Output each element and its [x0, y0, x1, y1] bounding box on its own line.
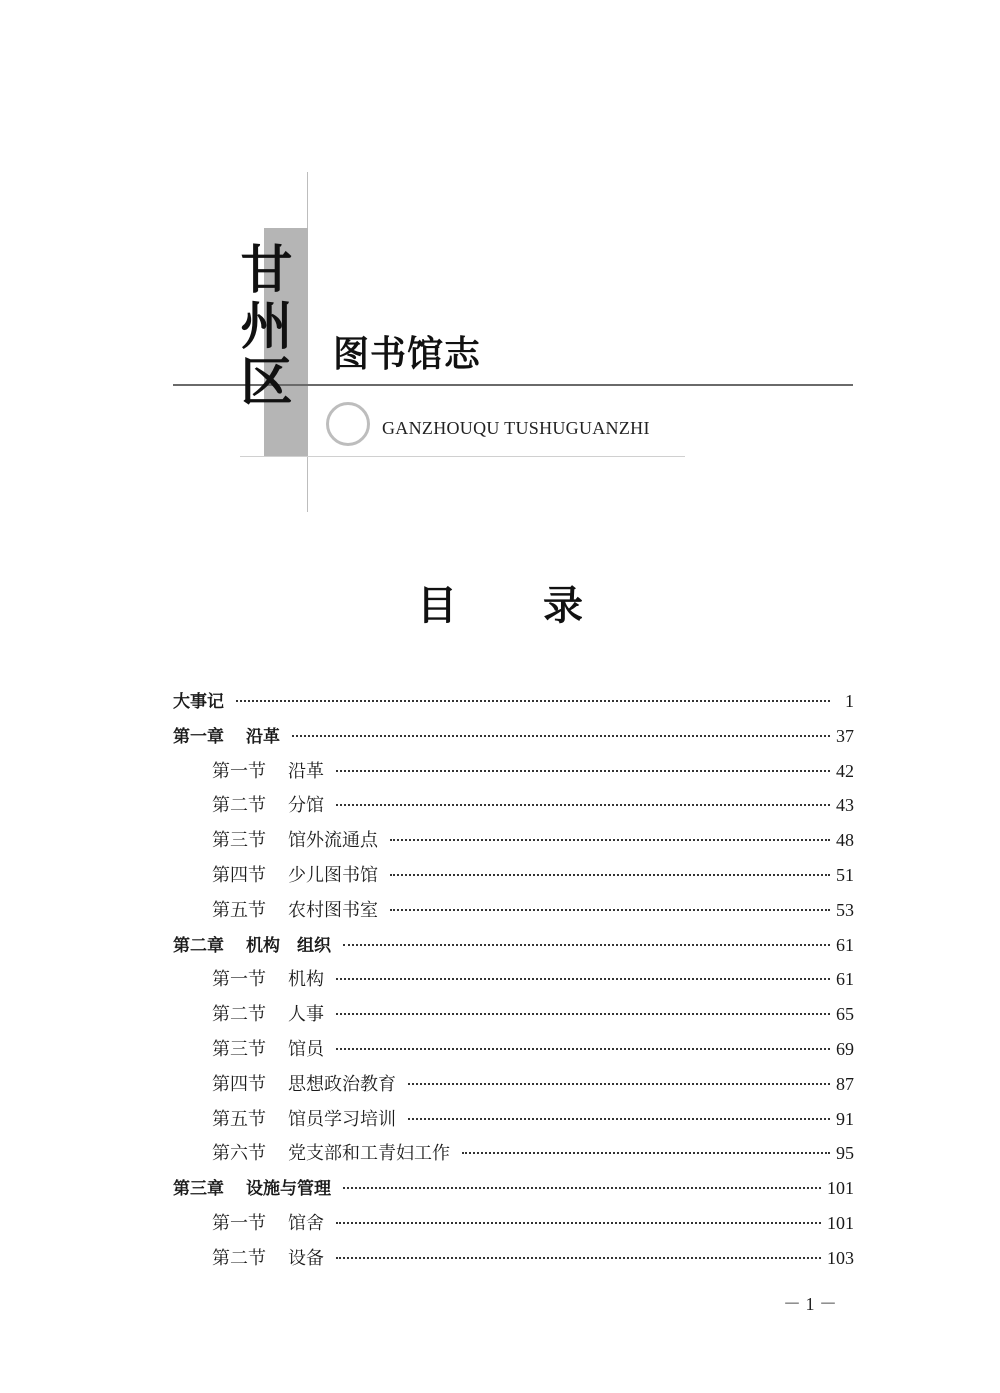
toc-page-number: 37	[836, 725, 854, 746]
toc-leader-dots	[336, 1047, 830, 1050]
toc-entry-number: 第二章	[173, 935, 224, 956]
toc-leader-dots	[336, 1256, 821, 1259]
toc-section-row[interactable]	[173, 1070, 854, 1105]
toc-section-row[interactable]	[173, 1000, 854, 1035]
circle-ornament	[326, 402, 370, 446]
toc-leader-dots	[236, 699, 830, 702]
toc-entry-title: 少儿图书馆	[288, 864, 378, 886]
toc-section-row[interactable]	[173, 1209, 854, 1244]
pinyin-title: GANZHOUQU TUSHUGUANZHI	[382, 418, 650, 438]
toc-entry-label	[173, 931, 331, 956]
vertical-title: 甘州区	[231, 242, 291, 410]
toc-entry-number: 第四节	[212, 864, 266, 886]
toc-entry-label	[212, 1000, 324, 1026]
toc-page-number: 69	[836, 1038, 854, 1059]
toc-leader-dots	[336, 769, 830, 772]
toc-entry-title: 分馆	[288, 795, 324, 817]
toc-entry-title: 思想政治教育	[288, 1073, 396, 1095]
toc-heading: 目 录	[417, 582, 619, 629]
toc-entry-label	[212, 1070, 396, 1096]
toc-entry-label	[212, 826, 378, 852]
toc-page-number: 42	[836, 760, 854, 781]
toc-leader-dots	[408, 1117, 830, 1120]
toc-entry-title: 设施与管理	[246, 1179, 331, 1200]
toc-entry-number: 第五节	[212, 899, 266, 921]
toc-section-row[interactable]	[173, 896, 854, 931]
toc-entry-number: 第三节	[212, 830, 266, 852]
toc-entry-label	[212, 757, 324, 783]
toc-page-number: 101	[827, 1178, 854, 1199]
toc-page-number: 61	[836, 934, 854, 955]
toc-section-row[interactable]	[173, 1139, 854, 1174]
toc-page-number: 87	[836, 1073, 854, 1094]
toc-leader-dots	[336, 977, 830, 980]
toc-entry-title: 馆舍	[288, 1212, 324, 1234]
toc-entry-label	[212, 791, 324, 817]
toc-entry-title: 大事记	[173, 692, 224, 712]
toc-entry-label	[212, 1139, 450, 1165]
toc-entry-number: 第三节	[212, 1038, 266, 1060]
toc-leader-dots	[336, 1012, 830, 1015]
page-number: － 1 －	[783, 1294, 837, 1314]
toc-chapter-row[interactable]	[173, 931, 854, 966]
book-title: 图书馆志	[333, 334, 482, 375]
toc-leader-dots	[390, 908, 830, 911]
toc-entry-title: 机构	[288, 969, 324, 991]
toc-page-number: 65	[836, 1004, 854, 1025]
toc-entry-number: 第一节	[212, 969, 266, 991]
toc-page-number: 61	[836, 969, 854, 990]
toc-section-row[interactable]	[173, 861, 854, 896]
toc-entry-number: 第四节	[212, 1073, 266, 1095]
toc-page-number: 43	[836, 795, 854, 816]
toc-entry-title: 沿革	[246, 726, 280, 747]
toc-chapter-row[interactable]	[173, 722, 854, 757]
toc-leader-dots	[336, 803, 830, 806]
toc-entry-title: 农村图书室	[288, 899, 378, 921]
toc-page-number: 101	[827, 1212, 854, 1233]
toc-section-row[interactable]	[173, 965, 854, 1000]
toc-section-row[interactable]	[173, 1035, 854, 1070]
toc-entry-title: 机构 组织	[246, 935, 331, 956]
toc-entry-title: 馆员学习培训	[288, 1108, 396, 1130]
toc-entry-number: 第三章	[173, 1179, 224, 1200]
toc-page-number: 91	[836, 1108, 854, 1129]
toc-entry-label	[173, 1174, 331, 1199]
toc-entry-label	[212, 965, 324, 991]
toc-entry-label	[212, 896, 378, 922]
toc-page-number: 51	[836, 864, 854, 885]
toc-leader-dots	[292, 734, 830, 737]
toc-entry-label	[212, 1105, 396, 1131]
toc-leader-dots	[462, 1151, 830, 1154]
toc-entry-title: 人事	[288, 1004, 324, 1026]
toc-leader-dots	[408, 1082, 830, 1085]
toc-list	[173, 687, 854, 1279]
toc-entry-label	[173, 722, 280, 747]
toc-entry-number: 第一章	[173, 726, 224, 747]
toc-page-number: 1	[845, 691, 854, 711]
toc-section-row[interactable]	[173, 1244, 854, 1279]
toc-section-row[interactable]	[173, 1105, 854, 1140]
toc-entry-number: 第五节	[212, 1108, 266, 1130]
toc-entry-label	[173, 687, 224, 712]
toc-page-number: 95	[836, 1143, 854, 1164]
toc-entry-title: 馆员	[288, 1038, 324, 1060]
toc-leader-dots	[343, 943, 830, 946]
toc-entry-label	[212, 1209, 324, 1235]
toc-section-row[interactable]	[173, 791, 854, 826]
toc-entry-number: 第六节	[212, 1143, 266, 1165]
toc-entry-title: 馆外流通点	[288, 830, 378, 852]
toc-leader-dots	[336, 1221, 821, 1224]
toc-entry-number: 第二节	[212, 795, 266, 817]
toc-entry-number: 第二节	[212, 1247, 266, 1269]
toc-section-row[interactable]	[173, 826, 854, 861]
toc-chapter-row[interactable]	[173, 1174, 854, 1209]
toc-entry-label	[212, 861, 378, 887]
toc-entry-number: 第一节	[212, 1212, 266, 1234]
toc-entry-number: 第二节	[212, 1004, 266, 1026]
toc-entry-title: 沿革	[288, 760, 324, 782]
toc-leader-dots	[343, 1186, 821, 1189]
toc-page-number: 53	[836, 899, 854, 920]
toc-entry-title: 设备	[288, 1247, 324, 1269]
toc-entry-number: 第一节	[212, 760, 266, 782]
toc-entry-label	[212, 1244, 324, 1270]
header-thin-rule	[240, 456, 685, 457]
toc-leader-dots	[390, 838, 830, 841]
toc-chapter-row[interactable]	[173, 687, 854, 722]
toc-entry-title: 党支部和工青妇工作	[288, 1143, 450, 1165]
toc-entry-label	[212, 1035, 324, 1061]
toc-page-number: 103	[827, 1247, 854, 1268]
toc-leader-dots	[390, 873, 830, 876]
toc-page-number: 48	[836, 830, 854, 851]
toc-section-row[interactable]	[173, 757, 854, 792]
